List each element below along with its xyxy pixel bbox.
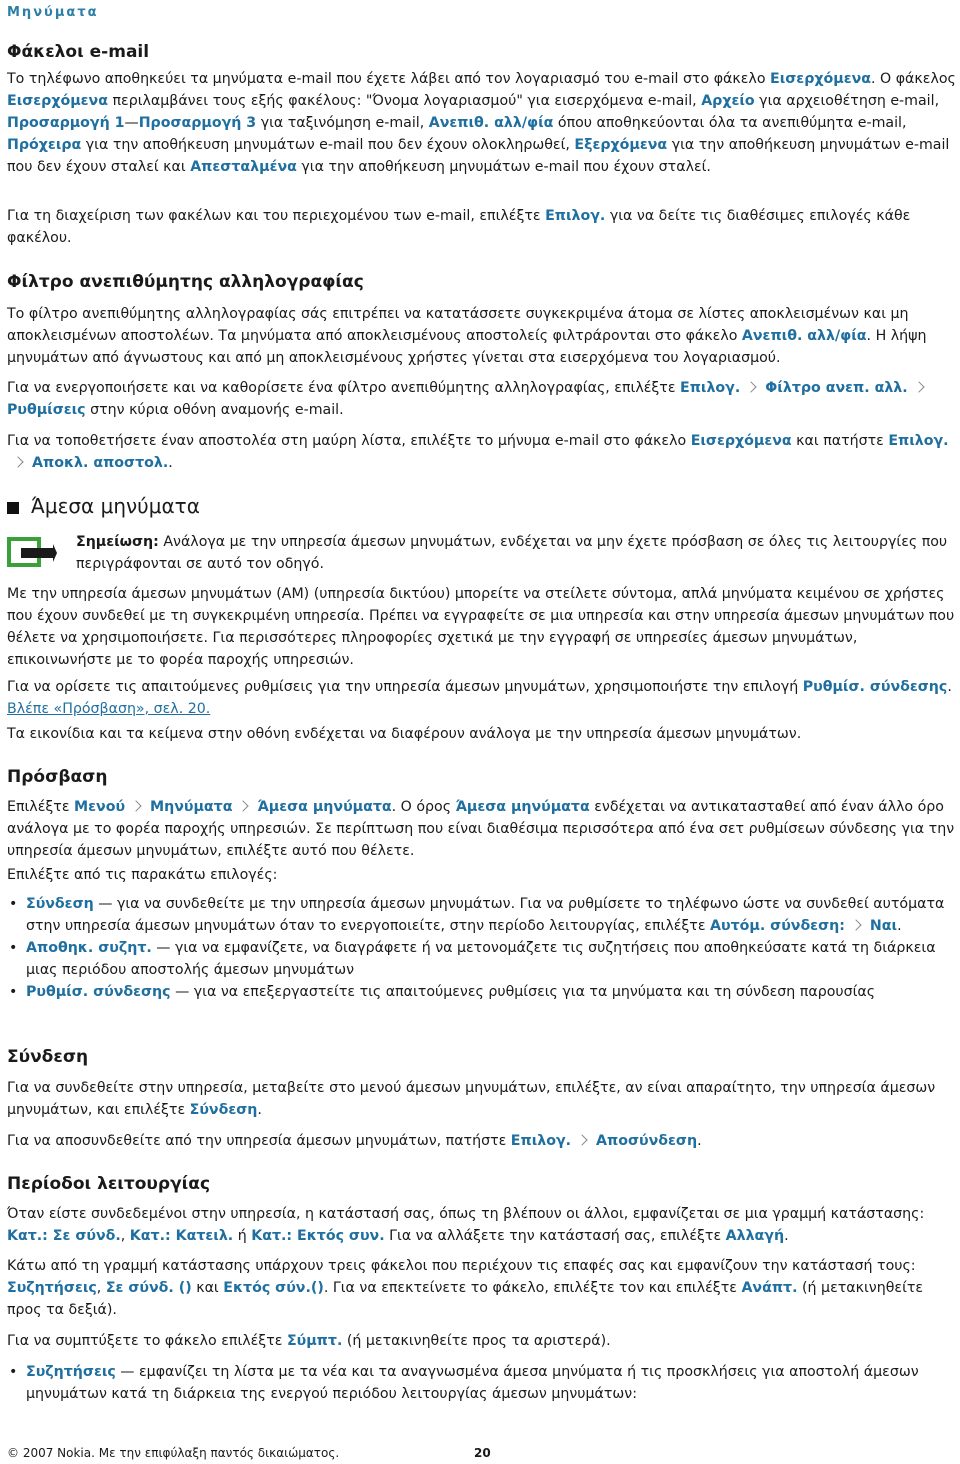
email-folders-paragraph-1 (7, 68, 957, 178)
text-run: . Ο όρος (391, 799, 456, 815)
menu-term: Ρυθμίσ. σύνδεσης (26, 984, 171, 1000)
text-run: . Για να επεκτείνετε το φάκελο, επιλέξτε τον και επιλέξτε (323, 1280, 742, 1296)
menu-term: Μενού (74, 799, 126, 815)
menu-term: Προσαρμογή 3 (138, 115, 257, 131)
menu-term: Αποκλ. αποστολ. (32, 455, 169, 471)
section-title-access: Πρόσβαση (7, 767, 108, 787)
note-icon (7, 536, 57, 570)
menu-term: Εισερχόμενα (7, 93, 108, 109)
section-title-instant-messages (7, 494, 957, 518)
menu-term: Άμεσα μηνύματα (455, 799, 590, 815)
sessions-paragraph-3 (7, 1330, 957, 1352)
sessions-list (7, 1361, 957, 1405)
text-run: για την αποθήκευση μηνυμάτων e-mail που δεν έχουν ολοκληρωθεί, (81, 137, 575, 153)
section-title-sessions: Περίοδοι λειτουργίας (7, 1174, 211, 1194)
menu-term: Ναι (869, 918, 898, 934)
text-run: . (257, 1102, 262, 1118)
text-run: Για να ενεργοποιήσετε και να καθορίσετε ένα φίλτρο ανεπιθύμητης αλληλογραφίας, επιλέξτε (7, 380, 681, 396)
text-run: , (96, 1280, 106, 1296)
sessions-paragraph-2 (7, 1255, 957, 1321)
instant-messages-paragraph-2 (7, 676, 957, 720)
text-run: Για να αλλάξετε την κατάστασή σας, επιλέξτε (384, 1228, 726, 1244)
access-paragraph-2 (7, 864, 957, 886)
menu-term: Σύνδεση (189, 1102, 258, 1118)
connect-paragraph-1 (7, 1077, 957, 1121)
text-run: στην κύρια οθόνη αναμονής e-mail. (85, 402, 344, 418)
text-run: για να δείτε τις διαθέσιμες επιλογές κάθε φακέλου. (7, 208, 911, 246)
text-run: Για τη διαχείριση των φακέλων και του περιεχομένου των e-mail, επιλέξτε (7, 208, 546, 224)
text-run: Ανάλογα με την υπηρεσία άμεσων μηνυμάτων, ενδέχεται να μην έχετε πρόσβαση σε όλες τις λειτουργίες που περιγράφονται σε αυτό τον οδηγό. (76, 534, 948, 572)
menu-term: Σύμπτ. (286, 1333, 343, 1349)
menu-term: Απεσταλμένα (190, 159, 297, 175)
menu-term: Φίλτρο ανεπ. αλλ. (765, 380, 908, 396)
menu-term: Πρόχειρα (7, 137, 82, 153)
menu-term: Συζητήσεις (7, 1280, 97, 1296)
menu-term: Συζητήσεις (26, 1364, 116, 1380)
menu-term: Επιλογ. (545, 208, 606, 224)
list-item (7, 1361, 957, 1405)
text-run: — για να επεξεργαστείτε τις απαιτούμενες ρυθμίσεις για τα μηνύματα και τη σύνδεση παρουσίας (170, 984, 876, 1000)
text-run: . (697, 1133, 702, 1149)
text-run: . (168, 455, 173, 471)
text-run: . (897, 918, 902, 934)
section-title-email-folders: Φάκελοι e-mail (7, 42, 150, 62)
chevron-right-icon (913, 381, 924, 392)
footer-copyright: © 2007 Nokia. Με την επιφύλαξη παντός δικαιώματος. (7, 1446, 340, 1460)
chevron-right-icon (746, 381, 757, 392)
access-options-list (7, 893, 957, 1003)
text-run: για ταξινόμηση e-mail, (256, 115, 429, 131)
text-run: Για να συμπτύξετε το φάκελο επιλέξτε (7, 1333, 287, 1349)
list-item (7, 937, 957, 981)
text-run: , (120, 1228, 130, 1244)
menu-term: Αποσύνδεση (596, 1133, 698, 1149)
menu-term: Σε σύνδ. () (105, 1280, 192, 1296)
menu-term: Ρυθμίσ. σύνδεσης (802, 679, 948, 695)
menu-term: Ανεπιθ. αλλ/φία (741, 328, 867, 344)
spam-filter-paragraph-2 (7, 377, 957, 421)
text-run: Το φίλτρο ανεπιθύμητης αλληλογραφίας σάς επιτρέπει να κατατάσσετε συγκεκριμένα άτομα σε λίστες αποκλεισμένων και μη αποκλεισμένων αποστολέων. Τα μηνύματα από αποκλεισμένους αποστολείς φιλτράρονται στο φάκελο (7, 306, 909, 344)
menu-term: Κατ.: Εκτός συν. (251, 1228, 385, 1244)
instant-messages-paragraph-1 (7, 583, 957, 671)
text-run: για την αποθήκευση μηνυμάτων e-mail που έχουν σταλεί. (296, 159, 711, 175)
text-run: και (191, 1280, 224, 1296)
menu-term: Ανεπιθ. αλλ/φία (428, 115, 554, 131)
cross-reference-link[interactable]: Βλέπε «Πρόσβαση», σελ. 20. (7, 701, 211, 717)
text-run: Για να συνδεθείτε στην υπηρεσία, μεταβείτε στο μενού άμεσων μηνυμάτων, επιλέξτε, αν είναι απαραίτητο, την υπηρεσία άμεσων μηνυμάτων, και επιλέξτε (7, 1080, 936, 1118)
menu-term: Εισερχόμενα (690, 433, 792, 449)
sessions-paragraph-1 (7, 1203, 957, 1247)
note-label: Σημείωση: (76, 534, 159, 550)
page-number: 20 (474, 1446, 491, 1460)
list-item (7, 981, 957, 1003)
list-item (7, 893, 957, 937)
text-run: περιλαμβάνει τους εξής φακέλους: "Όνομα λογαριασμού" για εισερχόμενα e-mail, (107, 93, 702, 109)
chevron-right-icon (850, 919, 861, 930)
text-run: (ή μετακινηθείτε προς τα δεξιά). (7, 1280, 924, 1318)
text-run: Επιλέξτε από τις παρακάτω επιλογές: (7, 867, 278, 883)
chevron-right-icon (238, 800, 249, 811)
text-run: Για να τοποθετήσετε έναν αποστολέα στη μαύρη λίστα, επιλέξτε το μήνυμα e-mail στο φάκελο (7, 433, 691, 449)
access-paragraph-1 (7, 796, 957, 862)
text-run: . (947, 679, 952, 695)
instant-messages-paragraph-3 (7, 723, 957, 745)
email-folders-paragraph-2 (7, 205, 957, 249)
menu-term: Επιλογ. (680, 380, 741, 396)
text-run: Για να αποσυνδεθείτε από την υπηρεσία άμεσων μηνυμάτων, πατήστε (7, 1133, 511, 1149)
text-run: για αρχειοθέτηση e-mail, (754, 93, 940, 109)
section-marker-icon (7, 502, 19, 514)
menu-term: Σύνδεση (26, 896, 94, 912)
menu-term: Επιλογ. (888, 433, 949, 449)
text-run: Με την υπηρεσία άμεσων μηνυμάτων (ΑΜ) (υπηρεσία δικτύου) μπορείτε να στείλετε σύντομα, απλά μηνύματα κειμένου σε χρήστες που έχουν συνδεθεί με τη συγκεκριμένη υπηρεσία. Πρέπει να εγγραφείτε σε μια υπηρεσία και στην υπηρεσία άμεσων μηνυμάτων που θέλετε να χρησιμοποιήσετε. Για περισσότερες πληροφορίες σχετικά με την εγγραφή σε υπηρεσίες άμεσων μηνυμάτων, επικοινωνήστε με το φορέα παροχής υπηρεσιών. (7, 586, 955, 668)
text-run: . Ο φάκελος (871, 71, 956, 87)
text-run: (ή μετακινηθείτε προς τα αριστερά). (342, 1333, 611, 1349)
text-run: για την αποθήκευση μηνυμάτων e-mail που δεν έχουν σταλεί και (7, 137, 950, 175)
text-run: — (124, 115, 139, 131)
instant-messages-title-text: Άμεσα μηνύματα (31, 494, 200, 518)
chevron-right-icon (576, 1134, 587, 1145)
text-run: Το τηλέφωνο αποθηκεύει τα μηνύματα e-mail που έχετε λάβει από τον λογαριασμό του e-mail στο φάκελο (7, 71, 771, 87)
spam-filter-paragraph-1 (7, 303, 957, 369)
text-run: — εμφανίζει τη λίστα με τα νέα και τα αναγνωσμένα άμεσα μηνύματα ή τις προσκλήσεις για αποστολή άμεσων μηνυμάτων κατά τη διάρκεια της ενεργού περιόδου λειτουργίας άμεσων μηνυμάτων: (26, 1364, 919, 1402)
menu-term: Εκτός σύν.() (223, 1280, 324, 1296)
text-run: Όταν είστε συνδεδεμένοι στην υπηρεσία, η κατάστασή σας, όπως τη βλέπουν οι άλλοι, εμφανίζεται σε μια γραμμή κατάστασης: (7, 1206, 925, 1222)
text-run: και πατήστε (791, 433, 889, 449)
menu-term: Κατ.: Σε σύνδ. (7, 1228, 121, 1244)
menu-term: Αυτόμ. σύνδεση: (710, 918, 845, 934)
spam-filter-paragraph-3 (7, 430, 957, 474)
text-run: ενδέχεται να αντικατασταθεί από έναν άλλο όρο ανάλογα με το φορέα παροχής υπηρεσιών. Σε περίπτωση που είναι διαθέσιμα περισσότερα από ένα σετ ρυθμίσεων σύνδεσης για την υπηρεσία άμεσων μηνυμάτων, επιλέξτε αυτό που θέλετε. (7, 799, 955, 859)
text-run: Επιλέξτε (7, 799, 75, 815)
text-run: . (784, 1228, 789, 1244)
text-run: — για να εμφανίζετε, να διαγράφετε ή να μετονομάζετε τις συζητήσεις που αποθηκεύσατε κατά τη διάρκεια μιας περιόδου αποστολής άμεσων μηνυμάτων (26, 940, 936, 978)
menu-term: Ρυθμίσεις (7, 402, 86, 418)
connect-paragraph-2 (7, 1130, 957, 1152)
text-run: Τα εικονίδια και τα κείμενα στην οθόνη ενδέχεται να διαφέρουν ανάλογα με την υπηρεσία άμεσων μηνυμάτων. (7, 726, 802, 742)
menu-term: Προσαρμογή 1 (7, 115, 125, 131)
menu-term: Αρχείο (701, 93, 755, 109)
running-head: Μηνύματα (7, 5, 99, 20)
text-run: ή (233, 1228, 252, 1244)
menu-term: Ανάπτ. (741, 1280, 798, 1296)
chevron-right-icon (12, 456, 23, 467)
section-title-spam-filter: Φίλτρο ανεπιθύμητης αλληλογραφίας (7, 272, 364, 292)
text-run: όπου αποθηκεύονται όλα τα ανεπιθύμητα e-mail, (553, 115, 907, 131)
menu-term: Άμεσα μηνύματα (257, 799, 392, 815)
chevron-right-icon (130, 800, 141, 811)
menu-term: Επιλογ. (510, 1133, 572, 1149)
text-run: Κάτω από τη γραμμή κατάστασης υπάρχουν τρεις φάκελοι που περιέχουν τις επαφές σας και εμφανίζουν την κατάστασή τους: (7, 1258, 916, 1274)
section-title-connect: Σύνδεση (7, 1047, 89, 1067)
menu-term: Κατ.: Κατειλ. (129, 1228, 234, 1244)
menu-term: Εξερχόμενα (574, 137, 668, 153)
text-run: Για να ορίσετε τις απαιτούμενες ρυθμίσεις για την υπηρεσία άμεσων μηνυμάτων, χρησιμοποιήστε την επιλογή (7, 679, 803, 695)
text-run: . Η λήψη μηνυμάτων από άγνωστους και από μη αποκλεισμένους χρήστες γίνεται στα εισερχόμενα του λογαριασμού. (7, 328, 927, 366)
text-run: — για να συνδεθείτε με την υπηρεσία άμεσων μηνυμάτων. Για να ρυθμίσετε το τηλέφωνο ώστε να συνδεθεί αυτόματα στην υπηρεσία άμεσων μηνυμάτων όταν το ενεργοποιείτε, στην περίοδο λειτουργίας, επιλέξτε (26, 896, 945, 934)
menu-term: Εισερχόμενα (770, 71, 871, 87)
menu-term: Αλλαγή (725, 1228, 785, 1244)
note-paragraph (76, 531, 957, 575)
menu-term: Μηνύματα (150, 799, 233, 815)
menu-term: Αποθηκ. συζητ. (26, 940, 152, 956)
